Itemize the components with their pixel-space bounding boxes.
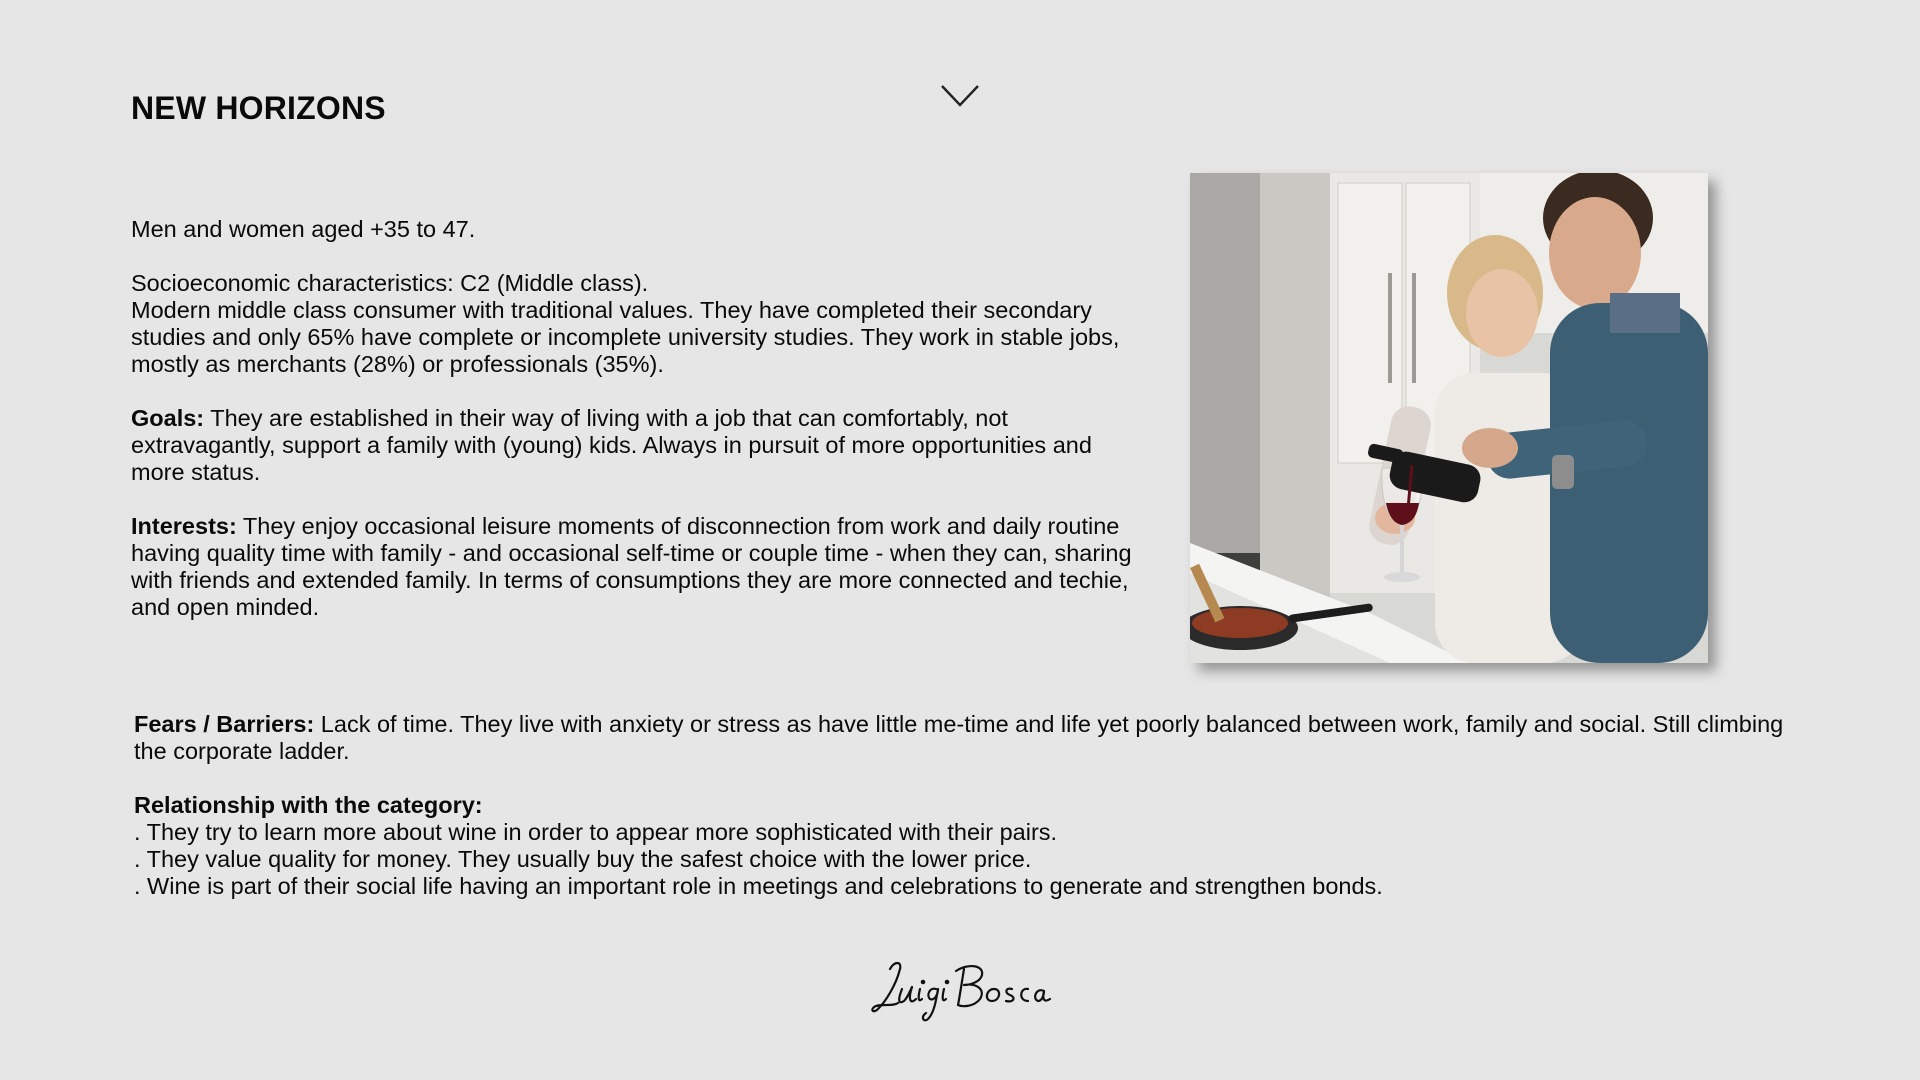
goals-text: They are established in their way of living with a job that can comfortably, not extravagantly, support a family with (young) kids. Always in pursuit of more opportunities and more status.: [131, 405, 1092, 485]
age-range-text: Men and women aged +35 to 47.: [131, 216, 476, 242]
relationship-bullet: . They try to learn more about wine in order to appear more sophisticated with their pairs.: [134, 819, 1058, 845]
brand-logo: [868, 955, 1052, 1025]
page-title: NEW HORIZONS: [131, 90, 386, 126]
fears-label: Fears / Barriers:: [134, 711, 315, 737]
interests-text: They enjoy occasional leisure moments of disconnection from work and daily routine having quality time with family - and occasional self-time or couple time - when they can, sharing with friends and extended family. In terms of consumptions they are more connected and techie, and open minded.: [131, 513, 1132, 620]
profile-description: [131, 216, 1151, 648]
chevron-down-icon[interactable]: [940, 84, 980, 108]
relationship-bullet: . They value quality for money. They usually buy the safest choice with the lower price.: [134, 846, 1032, 872]
relationship-label: Relationship with the category:: [134, 792, 483, 818]
socioeconomic-title: Socioeconomic characteristics: C2 (Middle class).: [131, 270, 649, 296]
goals-label: Goals:: [131, 405, 205, 431]
fears-text: Lack of time. They live with anxiety or stress as have little me-time and life yet poorly balanced between work, family and social. Still climbing the corporate ladder.: [134, 711, 1784, 764]
interests-paragraph: [131, 513, 1151, 621]
goals-paragraph: [131, 405, 1151, 486]
relationship-bullet: . Wine is part of their social life having an important role in meetings and celebrations to generate and strengthen bonds.: [134, 873, 1383, 899]
lower-section: [134, 711, 1794, 900]
fears-paragraph: [134, 711, 1794, 765]
socioeconomic-text: Modern middle class consumer with traditional values. They have completed their secondary studies and only 65% have complete or incomplete university studies. They work in stable jobs, mostly as merchants (28%) or professionals (35%).: [131, 297, 1120, 377]
interests-label: Interests:: [131, 513, 237, 539]
couple-pouring-wine-photo: [1190, 173, 1708, 663]
relationship-heading: [134, 792, 1794, 819]
